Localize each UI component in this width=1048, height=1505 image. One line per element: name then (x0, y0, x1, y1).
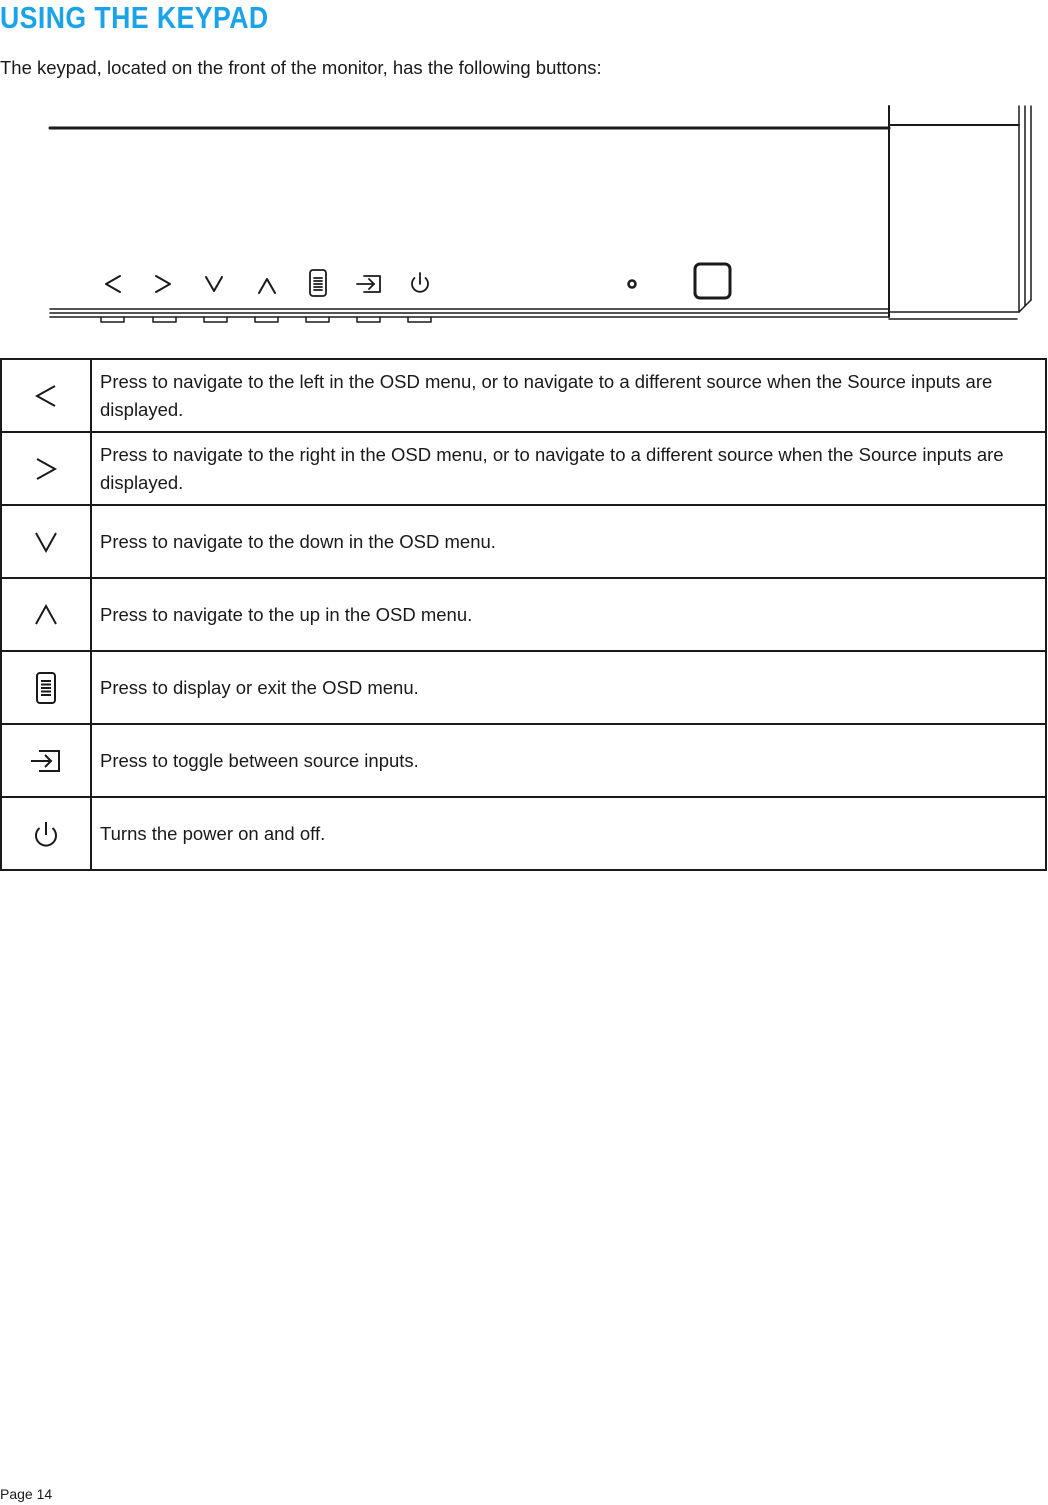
table-row (1, 724, 1046, 797)
icon-cell (1, 432, 91, 505)
input-icon (357, 276, 380, 292)
page-number: Page 14 (0, 1486, 53, 1502)
button-description: Press to navigate to the right in the OSD menu, or to navigate to a different source when the Source inputs are displayed. (91, 432, 1046, 505)
input-icon (29, 746, 63, 776)
down-arrow-icon (31, 527, 61, 557)
button-description: Press to navigate to the left in the OSD menu, or to navigate to a different source when the Source inputs are displayed. (91, 359, 1046, 432)
intro-text: The keypad, located on the front of the monitor, has the following buttons: (0, 57, 602, 78)
button-description: Press to display or exit the OSD menu. (91, 651, 1046, 724)
table-row (1, 578, 1046, 651)
left-arrow-icon (31, 381, 61, 411)
table-row (1, 651, 1046, 724)
up-arrow-icon (259, 279, 275, 293)
indicator-light-icon (629, 281, 636, 288)
button-description: Press to toggle between source inputs. (91, 724, 1046, 797)
menu-icon (31, 670, 61, 706)
sensor-icon (695, 264, 730, 298)
icon-cell (1, 505, 91, 578)
right-arrow-icon (156, 276, 170, 292)
button-description: Press to navigate to the up in the OSD menu. (91, 578, 1046, 651)
monitor-front-illustration (0, 100, 1048, 330)
table-row (1, 359, 1046, 432)
icon-cell (1, 797, 91, 870)
page-title: USING THE KEYPAD (0, 0, 269, 35)
power-icon (412, 273, 428, 292)
icon-cell (1, 724, 91, 797)
down-arrow-icon (206, 277, 222, 291)
icon-cell (1, 651, 91, 724)
up-arrow-icon (31, 600, 61, 630)
icon-cell (1, 578, 91, 651)
table-row (1, 432, 1046, 505)
table-row (1, 797, 1046, 870)
button-description: Turns the power on and off. (91, 797, 1046, 870)
keypad-diagram (0, 100, 1048, 330)
power-icon (31, 819, 61, 849)
menu-icon (310, 270, 326, 296)
table-row (1, 505, 1046, 578)
right-arrow-icon (31, 454, 61, 484)
button-description: Press to navigate to the down in the OSD menu. (91, 505, 1046, 578)
left-arrow-icon (106, 276, 120, 292)
keypad-buttons-table (0, 358, 1047, 871)
icon-cell (1, 359, 91, 432)
